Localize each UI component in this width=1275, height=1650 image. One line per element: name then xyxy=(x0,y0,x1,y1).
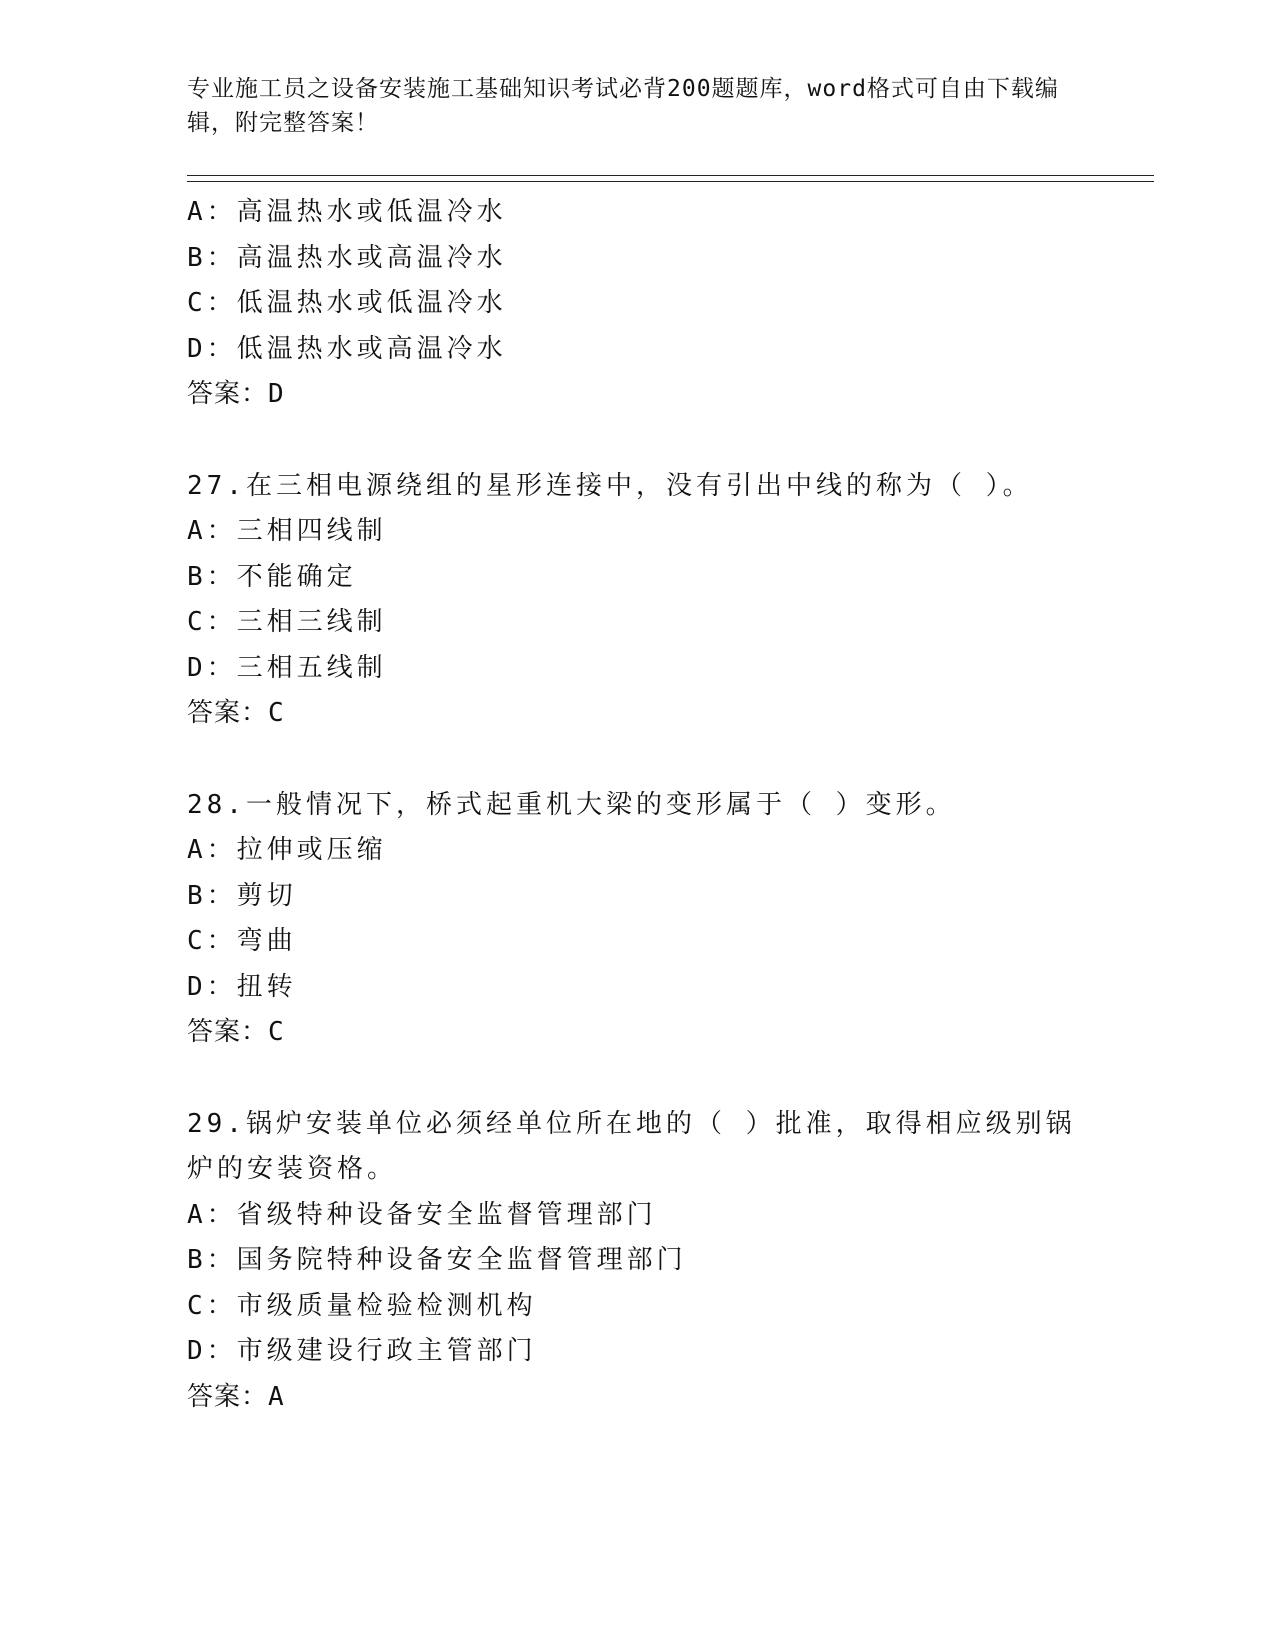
option-d: D：市级建设行政主管部门 xyxy=(187,1336,537,1366)
option-c: C：三相三线制 xyxy=(187,607,387,637)
question-list xyxy=(187,190,1087,1420)
option-b: B：不能确定 xyxy=(187,561,357,592)
option-a: A：高温热水或低温冷水 xyxy=(187,197,507,227)
question-block xyxy=(187,190,1087,418)
option-a: A：三相四线制 xyxy=(187,516,387,546)
answer-line: 答案：D xyxy=(187,379,285,409)
option-c: C：市级质量检验检测机构 xyxy=(187,1290,537,1321)
question-text: 27.在三相电源绕组的星形连接中，没有引出中线的称为（ ）。 xyxy=(187,470,1033,501)
option-b: B：国务院特种设备安全监督管理部门 xyxy=(187,1245,687,1275)
question-text: 28.一般情况下，桥式起重机大梁的变形属于（ ）变形。 xyxy=(187,789,956,820)
option-b: B：剪切 xyxy=(187,880,297,911)
option-d: D：低温热水或高温冷水 xyxy=(187,333,507,364)
question-text: 29.锅炉安装单位必须经单位所在地的（ ）批准，取得相应级别锅炉的安装资格。 xyxy=(187,1108,1076,1184)
option-c: C：弯曲 xyxy=(187,926,297,956)
header-divider-bottom xyxy=(187,181,1154,182)
question-block xyxy=(187,783,1087,1056)
option-a: A：省级特种设备安全监督管理部门 xyxy=(187,1199,657,1230)
option-c: C：低温热水或低温冷水 xyxy=(187,288,507,318)
document-header: 专业施工员之设备安装施工基础知识考试必背200题题库，word格式可自由下载编辑，附完整答案！ xyxy=(187,76,1059,136)
header-divider-top xyxy=(187,175,1154,176)
option-a: A：拉伸或压缩 xyxy=(187,835,387,865)
question-block xyxy=(187,1102,1087,1421)
answer-line: 答案：C xyxy=(187,1017,285,1047)
option-d: D：三相五线制 xyxy=(187,652,387,683)
answer-line: 答案：A xyxy=(187,1381,285,1412)
question-block xyxy=(187,464,1087,737)
option-b: B：高温热水或高温冷水 xyxy=(187,242,507,273)
option-d: D：扭转 xyxy=(187,971,297,1002)
answer-line: 答案：C xyxy=(187,698,285,728)
